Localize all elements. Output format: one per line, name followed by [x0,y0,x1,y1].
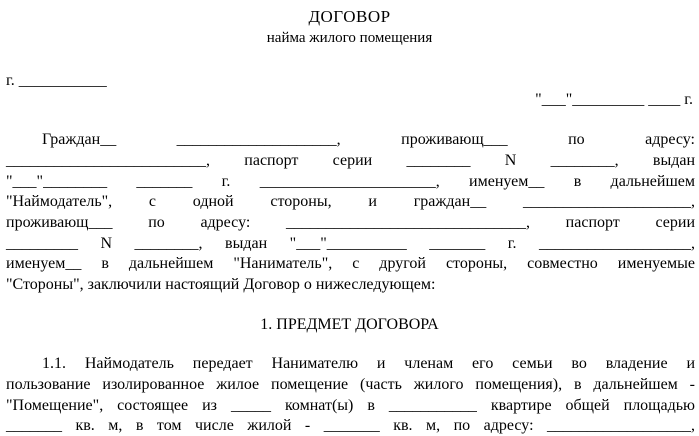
section-1-line-2: пользование изолированное жилое помещение (часть жилого помещения), в дальнейшем - [6,376,695,393]
date-line: "___"_________ ____ г. [535,91,693,108]
document-subtitle: найма жилого помещения [266,30,433,46]
section-1-line-1: 1.1. Наймодатель передает Нанимателю и членам его семьи во владение и [42,355,695,372]
section-1-line-3: "Помещение", состоящее из _____ комнат(ы) в ___________ квартире общей площадью [6,397,695,414]
intro-line-4: "Наймодатель", с одной стороны, и граждан__ _____________________, [6,193,695,210]
section-1-line-4: _______ кв. м, в том числе жилой - _______ кв. м, по адресу: __________________, [6,417,695,434]
intro-line-1: Граждан__ ____________________, проживающ___ по адресу: [42,131,695,148]
intro-line-6: _________ N ________, выдан "___"__________ _______ г. ___________________, [6,235,695,252]
city-line: г. ___________ [6,72,107,89]
intro-line-3: "___"________ _______ г. ______________________, именуем__ в дальнейшем [6,173,695,190]
intro-line-8: "Стороны", заключили настоящий Договор о нижеследующем: [6,276,436,293]
document-title: ДОГОВОР [308,7,391,26]
intro-line-5: проживающ___ по адресу: ______________________________, паспорт серии [6,214,695,231]
intro-line-7: именуем__ в дальнейшем "Наниматель", с другой стороны, совместно именуемые [6,255,695,272]
section-1-heading: 1. ПРЕДМЕТ ДОГОВОРА [260,316,439,333]
intro-line-2: _________________________, паспорт серии ________ N ________, выдан [6,152,695,169]
